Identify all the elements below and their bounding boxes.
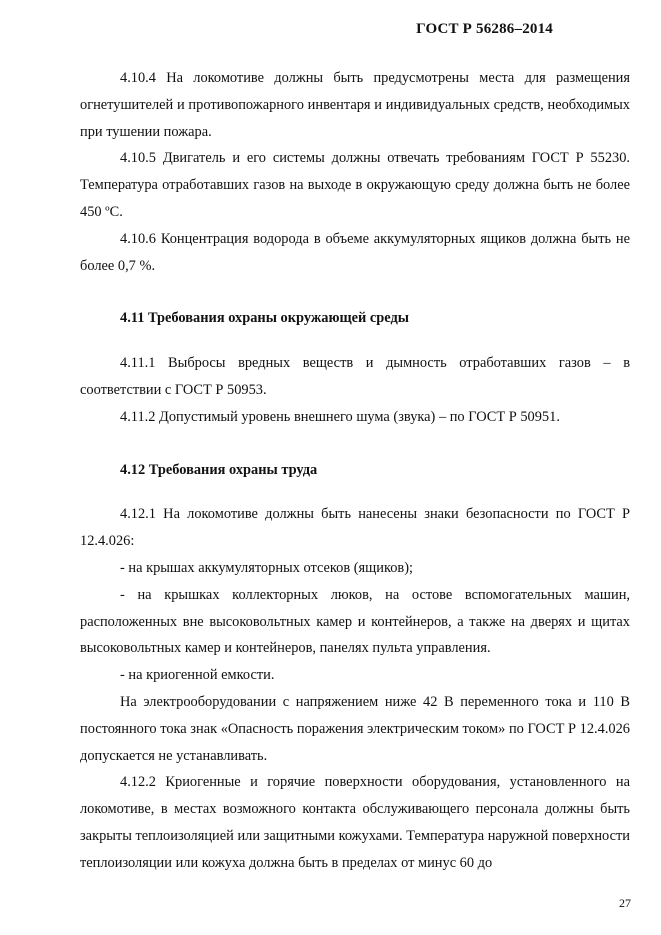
paragraph-4-11-1: 4.11.1 Выбросы вредных веществ и дымность отработавших газов – в соответствии с ГОСТ Р 50953.	[80, 355, 630, 398]
paragraph-4-10-4: 4.10.4 На локомотиве должны быть предусмотрены места для размещения огнетушителей и противопожарного инвентаря и индивидуальных средств, необходимых при тушении пожара.	[80, 70, 630, 140]
section-title-4-12: 4.12 Требования охраны труда	[120, 461, 318, 478]
paragraph-4-11-2: 4.11.2 Допустимый уровень внешнего шума (звука) – по ГОСТ Р 50951.	[120, 408, 560, 425]
list-item-cryogenic-tank: - на криогенной емкости.	[120, 667, 275, 684]
paragraph-4-10-6: 4.10.6 Концентрация водорода в объеме аккумуляторных ящиков должна быть не более 0,7 %.	[80, 230, 630, 274]
paragraph-4-12-1: 4.12.1 На локомотиве должны быть нанесены знаки безопасности по ГОСТ Р 12.4.026:	[80, 506, 630, 550]
list-item-collector-hatches: - на крышках коллекторных люков, на остове вспомогательных машин, расположенных вне высоковольтных камер и контейнеров, а также на дверях и щитах высоковольтных камер и контейнеров, панелях пульта управления.	[80, 586, 630, 657]
paragraph-4-12-2: 4.12.2 Криогенные и горячие поверхности оборудования, установленного на локомотиве, в местах возможного контакта обслуживающего персонала должны быть закрыты теплоизоляцией или защитными кожухами. Температура наружной поверхности теплоизоляции или кожуха должна быть в пределах от минус 60 до	[80, 774, 630, 871]
document-body	[80, 65, 630, 877]
standard-header: ГОСТ Р 56286–2014	[416, 21, 553, 37]
paragraph-4-10-5: 4.10.5 Двигатель и его системы должны отвечать требованиям ГОСТ Р 55230. Температура отработавших газов на выходе в окружающую среду должна быть не более 450 ºС.	[80, 150, 630, 220]
paragraph-voltage-exception: На электрооборудовании с напряжением ниже 42 В переменного тока и 110 В постоянного тока знак «Опасность поражения электрическим током» по ГОСТ Р 12.4.026 допускается не устанавливать.	[80, 693, 630, 764]
list-item-battery-roofs: - на крышах аккумуляторных отсеков (ящиков);	[120, 559, 413, 576]
section-title-4-11: 4.11 Требования охраны окружающей среды	[120, 310, 410, 327]
page-number: 27	[619, 896, 631, 910]
